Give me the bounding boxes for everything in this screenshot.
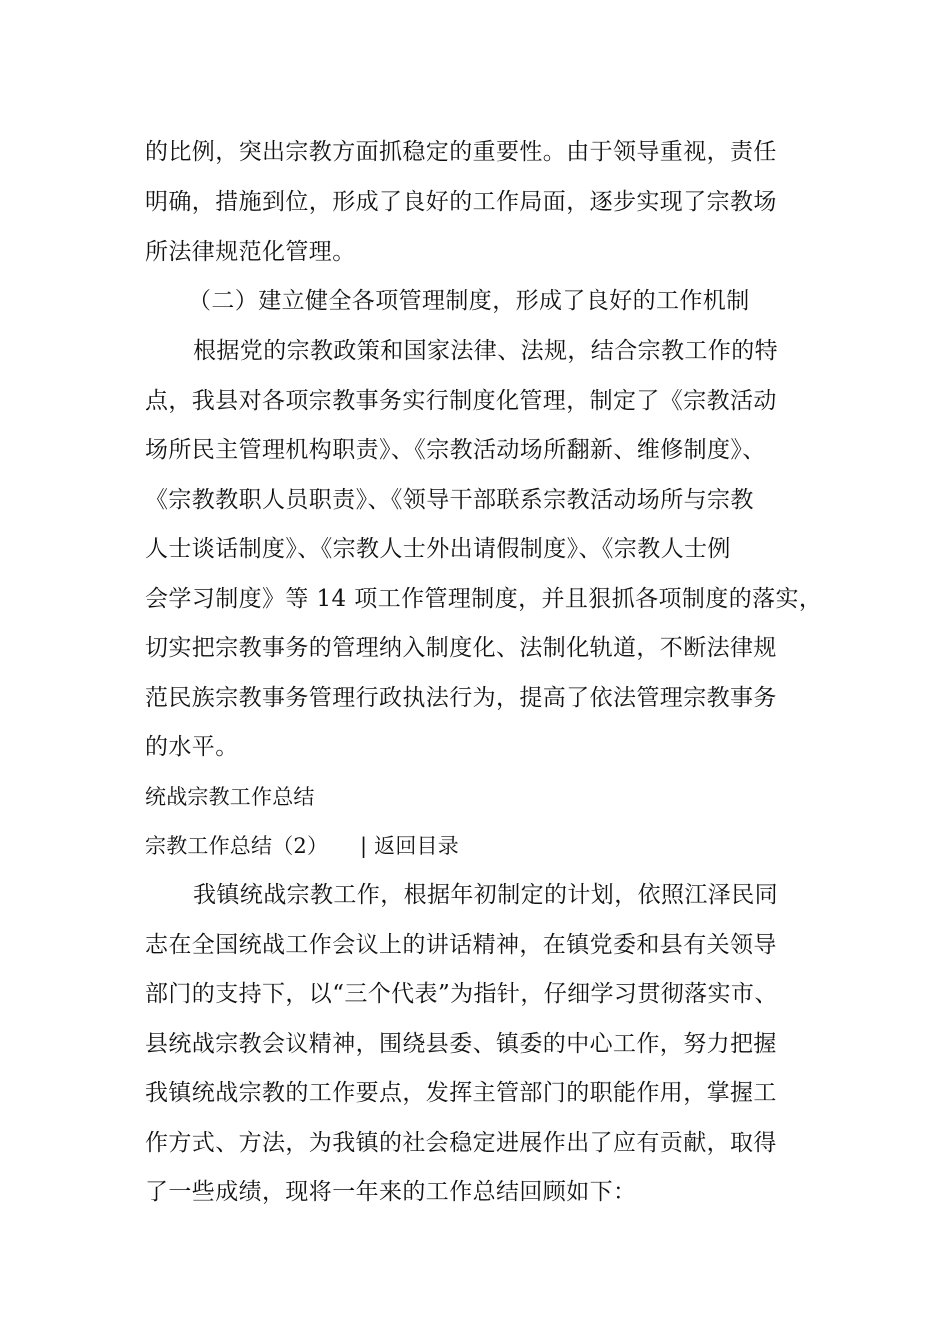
- body-text-line: 我镇统战宗教的工作要点，发挥主管部门的职能作用，掌握工: [145, 1080, 777, 1106]
- doc-subtitle: 统战宗教工作总结: [145, 785, 315, 809]
- body-text-line: 《宗教教职人员职责》、《领导干部联系宗教活动场所与宗教: [145, 487, 754, 513]
- body-text-line: 县统战宗教会议精神，围绕县委、镇委的中心工作，努力把握: [145, 1031, 777, 1057]
- back-to-toc-link[interactable]: | 返回目录: [360, 834, 459, 858]
- body-text-line: 志在全国统战工作会议上的讲话精神，在镇党委和县有关领导: [145, 932, 777, 958]
- body-text-line: 所法律规范化管理。: [145, 239, 356, 265]
- body-text-line: 场所民主管理机构职责》、《宗教活动场所翻新、维修制度》、: [145, 437, 766, 463]
- body-text-line: 切实把宗教事务的管理纳入制度化、法制化轨道，不断法律规: [145, 635, 777, 661]
- body-text-line: 的水平。: [145, 734, 239, 760]
- body-text-line: 根据党的宗教政策和国家法律、法规，结合宗教工作的特: [193, 338, 778, 364]
- body-text-line: 点，我县对各项宗教事务实行制度化管理，制定了《宗教活动: [145, 388, 777, 414]
- body-text-line: 范民族宗教事务管理行政执法行为，提高了依法管理宗教事务: [145, 685, 777, 711]
- body-text-line: 我镇统战宗教工作，根据年初制定的计划，依照江泽民同: [193, 882, 778, 908]
- body-text-line: 会学习制度》等 14 项工作管理制度，并且狠抓各项制度的落实，: [145, 586, 823, 612]
- body-text-line: 部门的支持下，以“三个代表”为指针，仔细学习贯彻落实市、: [145, 981, 778, 1007]
- body-text-line: 明确，措施到位，形成了良好的工作局面，逐步实现了宗教场: [145, 189, 777, 215]
- body-text-line: 人士谈话制度》、《宗教人士外出请假制度》、《宗教人士例: [145, 536, 731, 562]
- body-text-line: 作方式、方法，为我镇的社会稳定进展作出了应有贡献，取得: [145, 1130, 777, 1156]
- body-text-line: 了一些成绩，现将一年来的工作总结回顾如下：: [145, 1179, 637, 1205]
- body-text-line: 的比例，突出宗教方面抓稳定的重要性。由于领导重视，责任: [145, 139, 777, 165]
- section-heading: （二）建立健全各项管理制度，形成了良好的工作机制: [188, 288, 750, 314]
- doc-section-title: 宗教工作总结（2）: [145, 834, 329, 858]
